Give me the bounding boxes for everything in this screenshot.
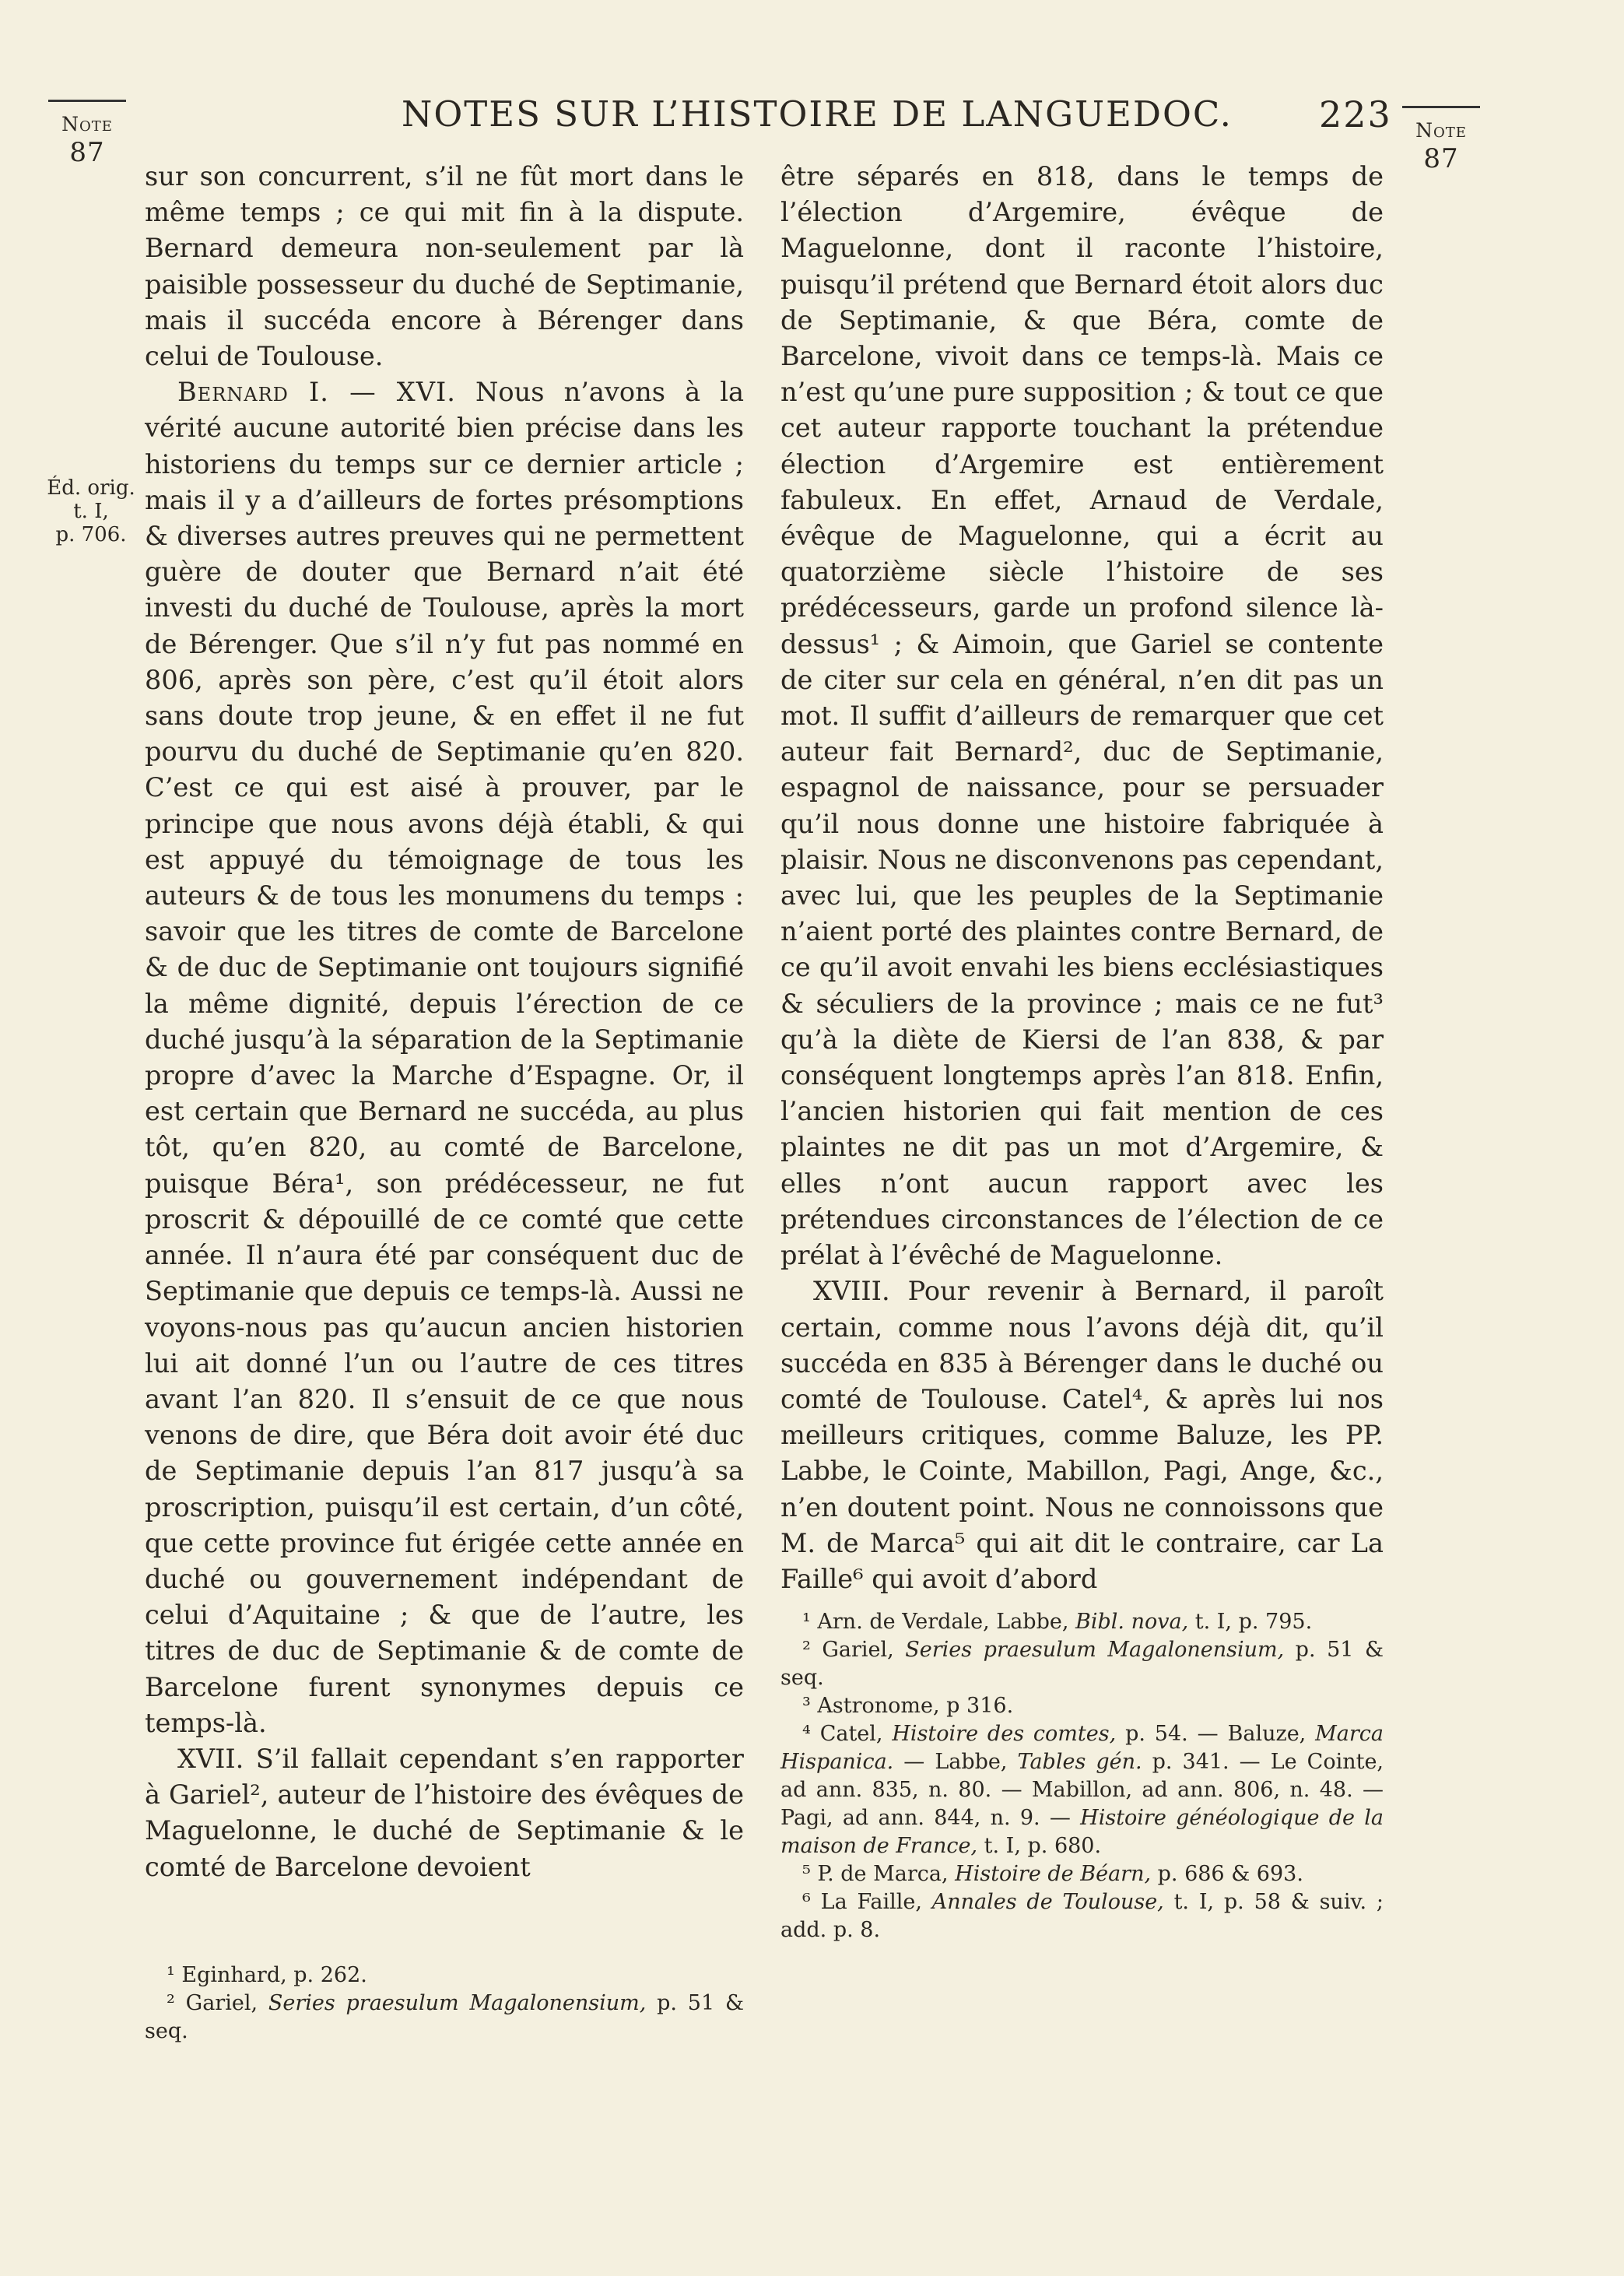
paragraph: XVII. S’il fallait cependant s’en rapporter à Gariel², auteur de l’histoire des évêques de Maguelonne, le duché de Septimanie & le comté de Barcelone devoient [145, 1743, 744, 1882]
footnote: ² Gariel, Series praesulum Magalonensium, p. 51 & seq. [780, 1638, 1384, 1690]
paragraph-text: Nous n’avons à la vérité aucune autorité bien précise dans les historiens du temps sur ce dernier article ; mais il y a d’ailleurs de fortes présomptions & diverses autres preuves qui ne permettent guère de douter que Bernard n’ait été investi du duché de Toulouse, après la mort de Bérenger. Que s’il n’y fut pas nommé en 806, après son père, c’est qu’il étoit alors sans doute trop jeune, & en effet il ne fut pourvu du duché de Septimanie qu’en 820. C’est ce qui est aisé à prouver, par le principe que nous avons déjà établi, & qui est appuyé du témoignage de tous les auteurs & de tous les monumens du temps : savoir que les titres de comte de Barcelone & de duc de Septimanie ont toujours signifié la même dignité, depuis l’érection de ce duché jusqu’à la séparation de la Septimanie propre d’avec la Marche d’Espagne. Or, il est certain que Bernard ne succéda, au plus tôt, qu’en 820, au comté de Barcelone, puisque Béra¹, son prédécesseur, ne fut proscrit & dépouillé de ce comté que cette année. Il n’aura été par conséquent duc de Septimanie que depuis ce temps-là. Aussi ne voyons-nous pas qu’aucun ancien historien lui ait donné l’un ou l’autre de ces titres avant l’an 820. Il s’ensuit de ce que nous venons de dire, que Béra doit avoir été duc de Septimanie depuis l’an 817 jusqu’à sa proscription, puisqu’il est certain, d’un côté, que cette province fut érigée cette année en duché ou gouvernement indépendant de celui d’Aquitaine ; & que de l’autre, les titres de duc de Septimanie & de comte de Barcelone furent synonymes depuis ce temps-là. [145, 377, 744, 1738]
orig-line: p. 706. [55, 523, 127, 546]
note-tag-left [48, 100, 126, 168]
note-label: Note [61, 113, 113, 135]
note-number: 87 [1423, 143, 1459, 174]
left-column [145, 159, 744, 1885]
note-rule [48, 100, 126, 102]
page-number: 223 [1319, 93, 1392, 135]
footnote: ⁴ Catel, Histoire des comtes, p. 54. — Baluze, Marca Hispanica. — Labbe, Tables gén. p. 341. — Le Cointe, ad ann. 835, n. 80. — Mabillon, ad ann. 806, n. 48. — Pagi, ad ann. 844, n. 9. — Histoire généologique de la maison de France, t. I, p. 680. [780, 1722, 1384, 1858]
note-label: Note [1415, 119, 1467, 142]
footnote: ¹ Eginhard, p. 262. [167, 1963, 367, 1987]
orig-line: t. I, [73, 500, 109, 523]
note-tag-right [1402, 106, 1480, 174]
paragraph: être séparés en 818, dans le temps de l’élection d’Argemire, évêque de Maguelonne, dont il raconte l’histoire, puisqu’il prétend que Bernard étoit alors duc de Septimanie, & que Béra, comte de Barcelone, vivoit dans ce temps-là. Mais ce n’est qu’une pure supposition ; & tout ce que cet auteur rapporte touchant la prétendue élection d’Argemire est entièrement fabuleux. En effet, Arnaud de Verdale, évêque de Maguelonne, qui a écrit au quatorzième siècle l’histoire de ses prédécesseurs, garde un profond silence là-dessus¹ ; & Aimoin, que Gariel se contente de citer sur cela en général, n’en dit pas un mot. Il suffit d’ailleurs de remarquer que cet auteur fait Bernard², duc de Septimanie, espagnol de naissance, pour se persuader qu’il nous donne une histoire fabriquée à plaisir. Nous ne disconvenons pas cependant, avec lui, que les peuples de la Septimanie n’aient porté des plaintes contre Bernard, de ce qu’il avoit envahi les biens ecclésiastiques & séculiers de la province ; mais ce ne fut³ qu’à la diète de Kiersi de l’an 838, & par conséquent longtemps après l’an 818. Enfin, l’ancien historien qui fait mention de ces plaintes ne dit pas un mot d’Argemire, & elles n’ont aucun rapport avec les prétendues circonstances de l’élection de ce prélat à l’évêché de Maguelonne. [780, 161, 1384, 1271]
footnote: ⁵ P. de Marca, Histoire de Béarn, p. 686 & 693. [802, 1862, 1303, 1886]
footnotes-left [145, 1962, 744, 2046]
section-heading: Bernard I. — XVI. [177, 377, 456, 408]
right-column [780, 159, 1384, 1597]
footnote: ⁶ La Faille, Annales de Toulouse, t. I, p. 58 & suiv. ; add. p. 8. [780, 1890, 1384, 1942]
note-number: 87 [69, 137, 105, 168]
footnote: ¹ Arn. de Verdale, Labbe, Bibl. nova, t. I, p. 795. [802, 1610, 1313, 1634]
running-header-title: NOTES SUR L’HISTOIRE DE LANGUEDOC. [402, 93, 1233, 135]
footnote: ³ Astronome, p 316. [802, 1694, 1014, 1718]
orig-line: Éd. orig. [47, 476, 135, 500]
paragraph: sur son concurrent, s’il ne fût mort dans le même temps ; ce qui mit fin à la dispute. Bernard demeura non-seulement par là paisible possesseur du duché de Septimanie, mais il succéda encore à Bérenger dans celui de Toulouse. [145, 161, 744, 372]
paragraph [145, 374, 744, 1741]
original-edition-marker [42, 476, 140, 546]
footnotes-right [780, 1608, 1384, 1944]
paragraph: XVIII. Pour revenir à Bernard, il paroît certain, comme nous l’avons déjà dit, qu’il succéda en 835 à Bérenger dans le duché ou comté de Toulouse. Catel⁴, & après lui nos meilleurs critiques, comme Baluze, les PP. Labbe, le Cointe, Mabillon, Pagi, Ange, &c., n’en doutent point. Nous ne connoissons que M. de Marca⁵ qui ait dit le contraire, car La Faille⁶ qui avoit d’abord [780, 1276, 1384, 1594]
footnote: ² Gariel, Series praesulum Magalonensium, p. 51 & seq. [145, 1991, 744, 2043]
note-rule [1402, 106, 1480, 108]
